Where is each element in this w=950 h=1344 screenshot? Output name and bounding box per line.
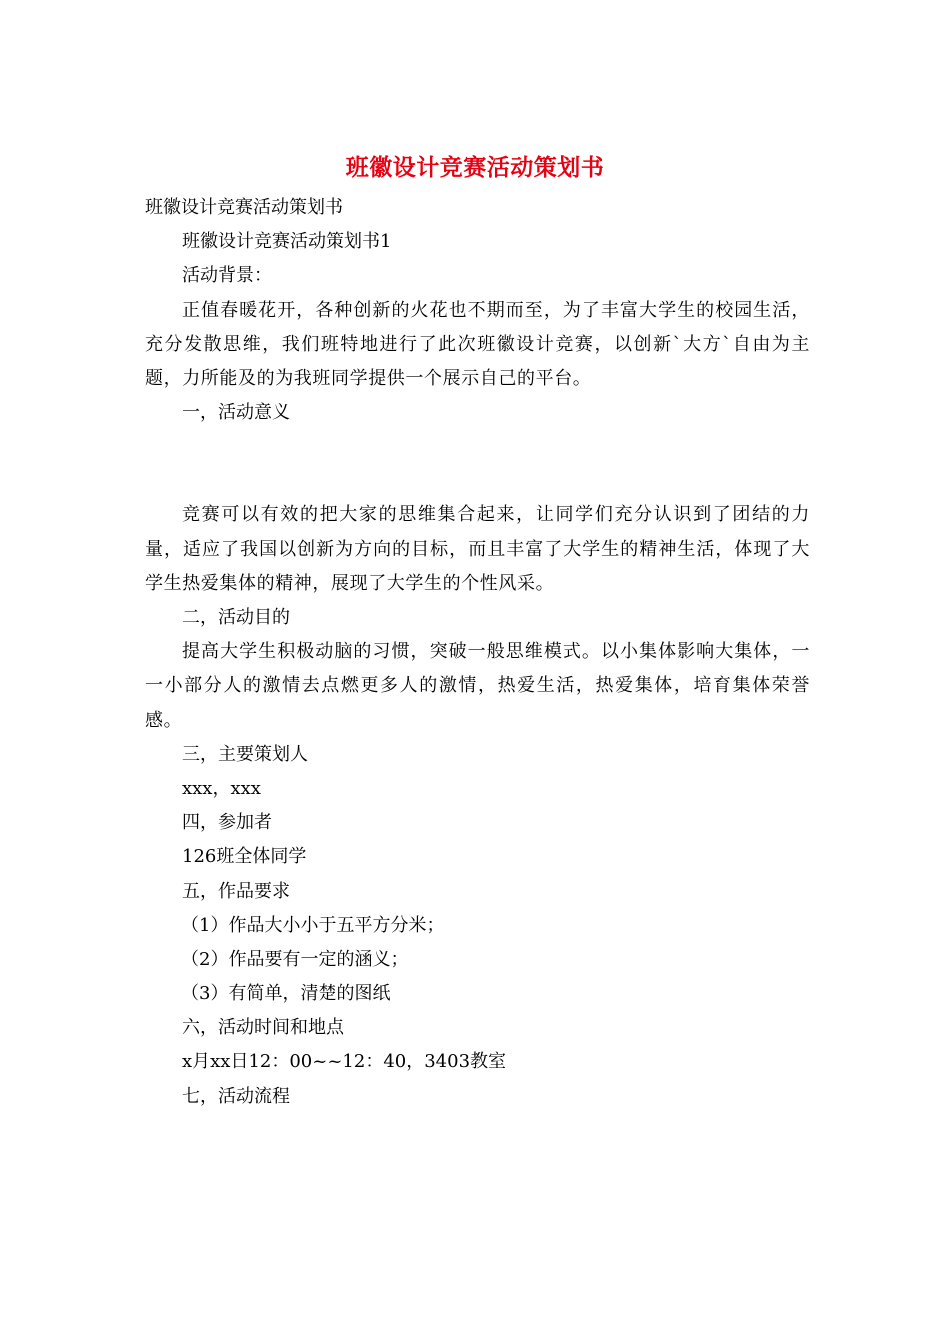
document-subtitle: 班徽设计竞赛活动策划书	[145, 197, 343, 218]
meaning-paragraph: 竞赛可以有效的把大家的思维集合起来，让同学们充分认识到了团结的力量，适应了我国以创新为方向的目标，而且丰富了大学生的精神生活，体现了大学生热爱集体的精神，展现了大学生的个性风采。	[145, 504, 810, 594]
section-title: 班徽设计竞赛活动策划书1	[182, 231, 392, 253]
purpose-paragraph: 提高大学生积极动脑的习惯，突破一般思维模式。以小集体影响大集体，一一小部分人的激情去点燃更多人的激情，热爱生活，热爱集体，培育集体荣誉感。	[145, 641, 810, 731]
heading-meaning: 一，活动意义	[182, 402, 290, 424]
heading-planners: 三，主要策划人	[182, 743, 308, 765]
heading-participants: 四，参加者	[182, 812, 272, 834]
time-place-text: x月xx日12：00~~12：40，3403教室	[182, 1051, 507, 1073]
heading-time-place: 六，活动时间和地点	[182, 1017, 344, 1039]
requirement-item-1: （1）作品大小小于五平方分米；	[181, 914, 445, 936]
heading-purpose: 二，活动目的	[182, 606, 290, 628]
participants-text: 126班全体同学	[182, 846, 307, 868]
document-body	[145, 191, 810, 1114]
background-heading: 活动背景：	[182, 265, 272, 287]
requirement-item-3: （3）有简单，清楚的图纸	[181, 983, 391, 1005]
planners-text: xxx，xxx	[182, 777, 261, 799]
document-title: 班徽设计竞赛活动策划书	[345, 154, 605, 181]
blank-space	[145, 430, 810, 498]
heading-requirements: 五，作品要求	[182, 880, 290, 902]
background-paragraph: 正值春暖花开，各种创新的火花也不期而至，为了丰富大学生的校园生活，充分发散思维，我们班特地进行了此次班徽设计竞赛，以创新`大方`自由为主题，力所能及的为我班同学提供一个展示自己的平台。	[145, 299, 810, 389]
requirement-item-2: （2）作品要有一定的涵义；	[181, 948, 409, 970]
heading-process: 七，活动流程	[182, 1085, 290, 1107]
